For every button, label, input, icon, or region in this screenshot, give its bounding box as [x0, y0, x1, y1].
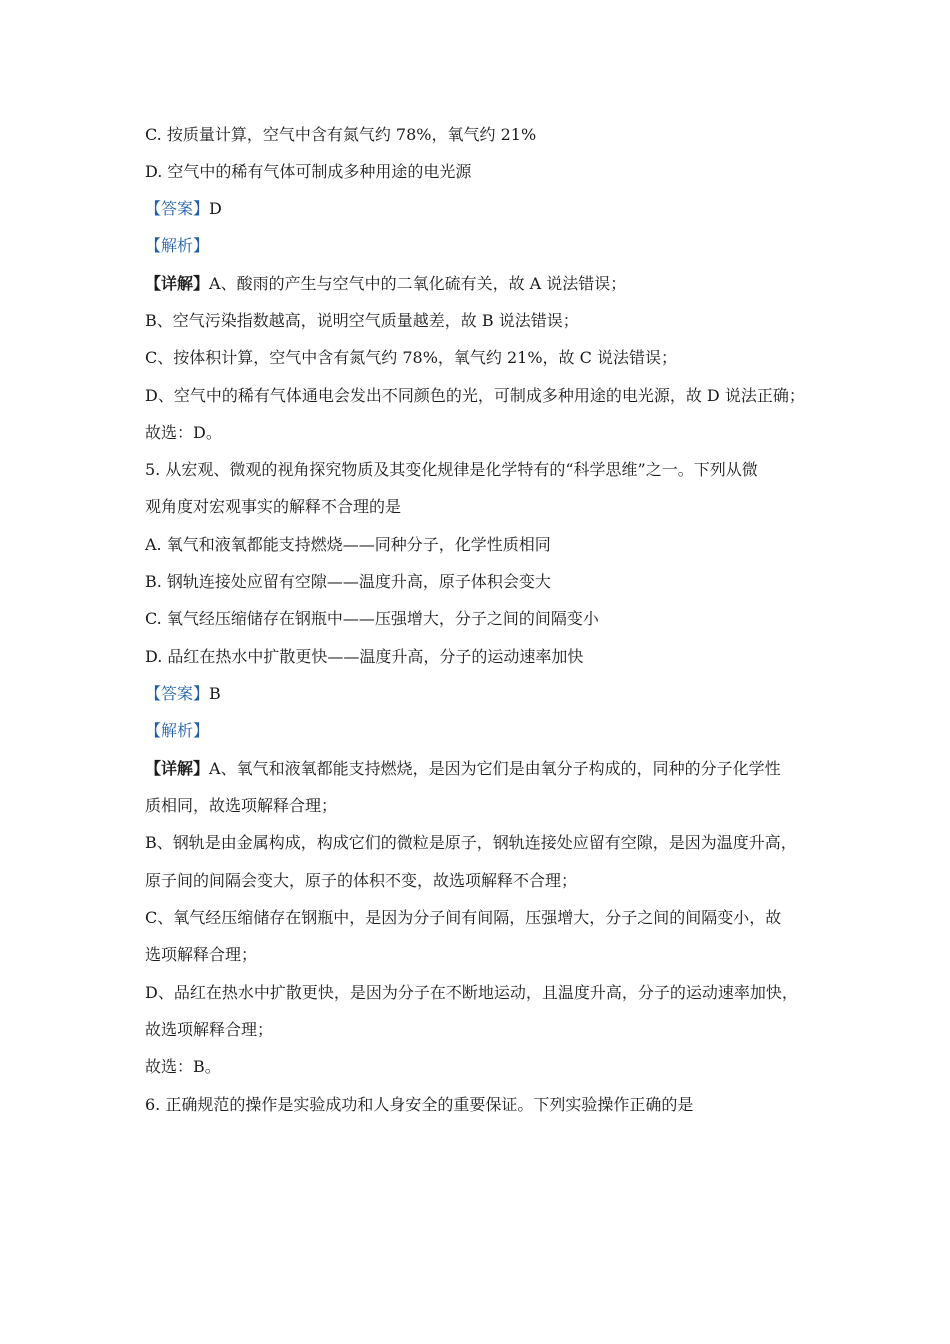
- answer-value: B: [209, 684, 221, 703]
- detail-tag: 【详解】: [145, 274, 210, 293]
- q5-analysis-tag: 【解析】: [145, 721, 210, 740]
- q5-detail-a-line1: 【详解】A、氧气和液氧都能支持燃烧，是因为它们是由氧分子构成的，同种的分子化学性: [145, 759, 781, 778]
- q4-detail-c: C、按体积计算，空气中含有氮气约 78%，氧气约 21%，故 C 说法错误；: [145, 348, 677, 367]
- q5-detail-c-line2: 选项解释合理；: [145, 945, 258, 964]
- q5-answer: [145, 683, 825, 705]
- q5-detail-a-line2: 质相同，故选项解释合理；: [145, 796, 338, 815]
- q5-option-c: C. 氧气经压缩储存在钢瓶中——压强增大，分子之间的间隔变小: [145, 609, 599, 628]
- q5-detail-b-line1: B、钢轨是由金属构成，构成它们的微粒是原子，钢轨连接处应留有空隙，是因为温度升高，: [145, 833, 797, 852]
- q4-option-d: D. 空气中的稀有气体可制成多种用途的电光源: [145, 162, 472, 181]
- q4-analysis-tag: 【解析】: [145, 236, 210, 255]
- q4-detail-a: 【详解】A、酸雨的产生与空气中的二氧化硫有关，故 A 说法错误；: [145, 274, 627, 293]
- answer-value: D: [209, 199, 222, 218]
- q5-detail-d-line2: 故选项解释合理；: [145, 1020, 274, 1039]
- detail-tag: 【详解】: [145, 759, 210, 778]
- answer-tag: 【答案】: [145, 684, 210, 703]
- q5-option-d: D. 品红在热水中扩散更快——温度升高，分子的运动速率加快: [145, 647, 584, 666]
- q4-conclusion: 故选：D。: [145, 423, 222, 442]
- q4-detail-b: B、空气污染指数越高，说明空气质量越差，故 B 说法错误；: [145, 311, 579, 330]
- q5-conclusion: 故选：B。: [145, 1057, 221, 1076]
- q5-option-b: B. 钢轨连接处应留有空隙——温度升高，原子体积会变大: [145, 572, 551, 591]
- q5-detail-c-line1: C、氧气经压缩储存在钢瓶中，是因为分子间有间隔，压强增大，分子之间的间隔变小，故: [145, 908, 782, 927]
- q5-stem-line1: 5. 从宏观、微观的视角探究物质及其变化规律是化学特有的“科学思维”之一。下列从微: [145, 460, 758, 479]
- q4-option-c: C. 按质量计算，空气中含有氮气约 78%，氧气约 21%: [145, 125, 537, 144]
- q4-detail-d: D、空气中的稀有气体通电会发出不同颜色的光，可制成多种用途的电光源，故 D 说法正确；: [145, 386, 805, 405]
- answer-tag: 【答案】: [145, 199, 210, 218]
- q5-option-a: A. 氧气和液氧都能支持燃烧——同种分子，化学性质相同: [145, 535, 551, 554]
- q4-answer: [145, 198, 825, 220]
- q5-stem-line2: 观角度对宏观事实的解释不合理的是: [145, 497, 402, 516]
- q5-detail-b-line2: 原子间的间隔会变大，原子的体积不变，故选项解释不合理；: [145, 871, 578, 890]
- q5-detail-d-line1: D、品红在热水中扩散更快，是因为分子在不断地运动，且温度升高，分子的运动速率加快，: [145, 983, 798, 1002]
- q6-stem: 6. 正确规范的操作是实验成功和人身安全的重要保证。下列实验操作正确的是: [145, 1095, 694, 1114]
